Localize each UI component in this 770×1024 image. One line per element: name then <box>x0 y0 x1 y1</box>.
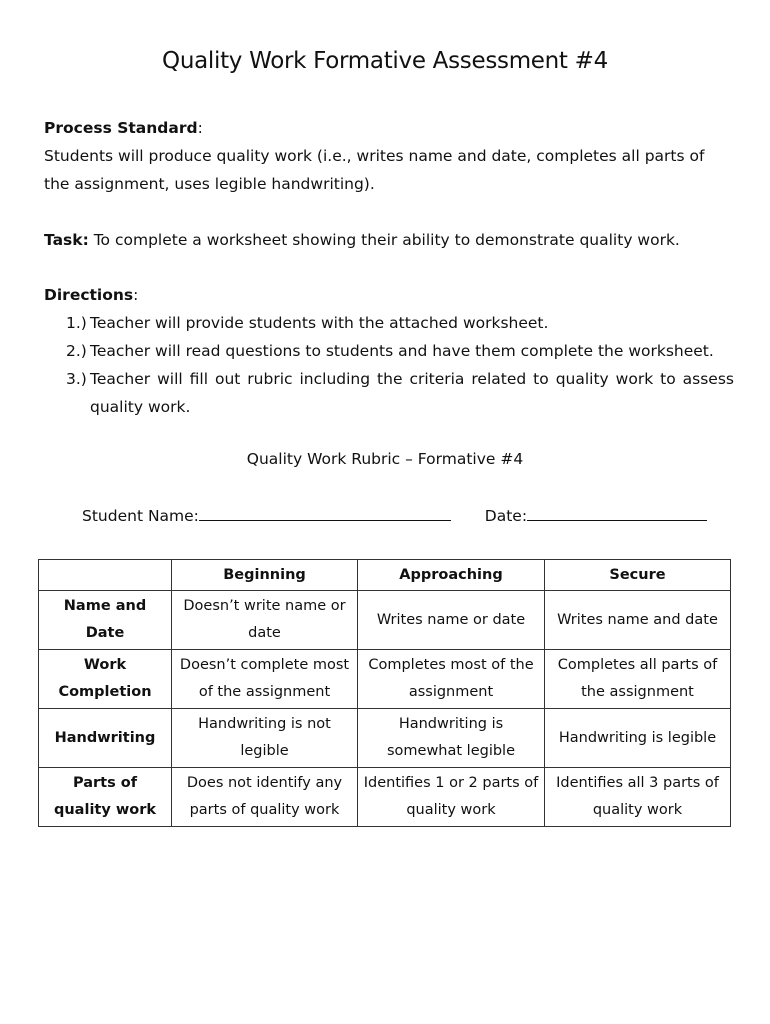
process-standard-label: Process Standard <box>44 119 198 137</box>
table-row <box>39 768 731 827</box>
directions-item <box>44 337 734 365</box>
rubric-title: Quality Work Rubric – Formative #4 <box>246 450 524 468</box>
date-blank[interactable] <box>527 506 707 521</box>
directions-item-number: 3.) <box>66 370 87 388</box>
process-standard-text: Students will produce quality work (i.e., writes name and date, completes all parts of the assignment, uses legible handwriting). <box>44 147 705 193</box>
rubric-cell: Does not identify any parts of quality work <box>172 768 358 827</box>
rubric-criterion: Work Completion <box>39 650 172 709</box>
rubric-criterion: Name and Date <box>39 591 172 650</box>
rubric-cell: Doesn’t complete most of the assignment <box>172 650 358 709</box>
rubric-cell: Handwriting is somewhat legible <box>358 709 545 768</box>
rubric-header-approaching: Approaching <box>358 560 545 591</box>
directions-item <box>44 365 734 421</box>
student-name-label: Student Name: <box>82 507 199 525</box>
rubric-cell: Completes all parts of the assignment <box>545 650 731 709</box>
directions-list <box>44 309 734 421</box>
rubric-cell: Doesn’t write name or date <box>172 591 358 650</box>
rubric-criterion: Handwriting <box>39 709 172 768</box>
rubric-cell: Identifies 1 or 2 parts of quality work <box>358 768 545 827</box>
task-text: To complete a worksheet showing their ability to demonstrate quality work. <box>93 231 680 249</box>
rubric-cell: Writes name or date <box>358 591 545 650</box>
rubric-cell: Handwriting is not legible <box>172 709 358 768</box>
process-standard-colon: : <box>197 119 203 137</box>
directions-item-number: 2.) <box>66 342 87 360</box>
student-name-blank[interactable] <box>199 506 451 521</box>
rubric-header-beginning: Beginning <box>172 560 358 591</box>
student-info-line <box>82 506 707 525</box>
directions-section <box>44 281 734 421</box>
rubric-criterion: Parts of quality work <box>39 768 172 827</box>
directions-item-text: Teacher will read questions to students and have them complete the worksheet. <box>90 342 714 360</box>
directions-item-number: 1.) <box>66 314 87 332</box>
directions-item-text: Teacher will provide students with the attached worksheet. <box>90 314 549 332</box>
rubric-header-row <box>39 560 731 591</box>
process-standard-section <box>44 114 734 198</box>
rubric-header-corner <box>39 560 172 591</box>
rubric-cell: Identifies all 3 parts of quality work <box>545 768 731 827</box>
table-row <box>39 709 731 768</box>
directions-item-text: Teacher will fill out rubric including the criteria related to quality work to assess quality work. <box>90 370 734 416</box>
rubric-table <box>38 559 731 827</box>
task-label: Task: <box>44 231 89 249</box>
table-row <box>39 650 731 709</box>
rubric-cell: Handwriting is legible <box>545 709 731 768</box>
directions-label: Directions <box>44 286 134 304</box>
task-section <box>44 226 734 254</box>
document-title: Quality Work Formative Assessment #4 <box>162 48 608 74</box>
rubric-cell: Completes most of the assignment <box>358 650 545 709</box>
directions-item <box>44 309 734 337</box>
date-label: Date: <box>484 507 528 525</box>
table-row <box>39 591 731 650</box>
rubric-header-secure: Secure <box>545 560 731 591</box>
directions-colon: : <box>133 286 139 304</box>
rubric-cell: Writes name and date <box>545 591 731 650</box>
